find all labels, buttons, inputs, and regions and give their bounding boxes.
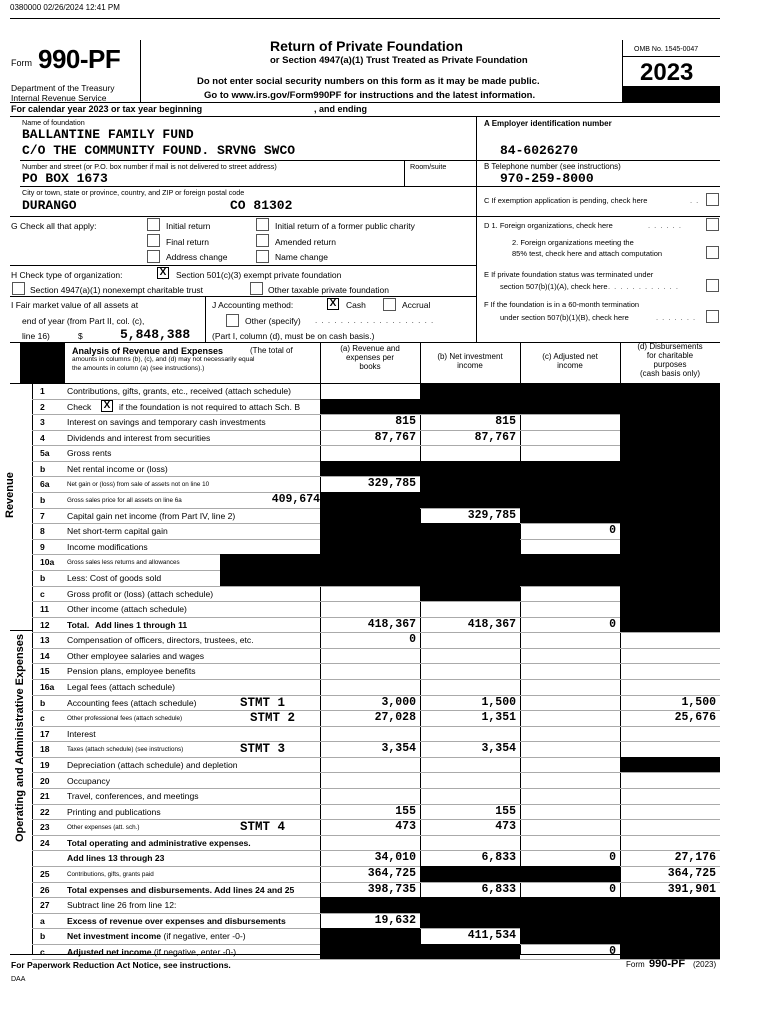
line-number: 3 <box>40 417 45 428</box>
table-row <box>0 695 720 711</box>
table-row <box>0 850 720 866</box>
line-number: 4 <box>40 432 45 443</box>
form-title: Return of Private Foundation <box>270 38 463 54</box>
4947-checkbox[interactable] <box>12 282 25 295</box>
4947-label: Section 4947(a)(1) nonexempt charitable trust <box>30 285 203 295</box>
footer-form-word: Form <box>626 960 645 969</box>
line-label: Add lines 1 through 11 <box>95 619 188 630</box>
line-label: Occupancy <box>67 775 110 786</box>
col-b-value[interactable]: 3,354 <box>481 742 516 756</box>
line-label: Dividends and interest from securities <box>67 432 211 443</box>
line-label: Other expenses (att. sch.) <box>67 824 140 832</box>
name-change-label: Name change <box>275 252 328 262</box>
form-word: Form <box>11 58 32 68</box>
table-row <box>0 445 720 461</box>
line-number: 14 <box>40 650 50 661</box>
col-c-value[interactable]: 0 <box>609 617 616 631</box>
shaded-cell <box>420 539 520 555</box>
gross-sales-inline[interactable]: 409,674 <box>271 493 320 507</box>
city-value[interactable]: DURANGO <box>22 198 77 213</box>
accrual-label: Accrual <box>402 300 431 310</box>
statement-ref[interactable]: STMT 2 <box>250 711 296 726</box>
line-number: 7 <box>40 510 45 521</box>
line-number: 25 <box>40 868 50 879</box>
shaded-cell <box>320 399 420 415</box>
col-b-value[interactable]: 155 <box>495 804 516 818</box>
line-number: 10a <box>40 557 55 568</box>
line-label: Printing and publications <box>67 806 161 817</box>
line-label: Interest on savings and temporary cash investments <box>67 417 266 428</box>
col-d-value[interactable]: 391,901 <box>667 882 716 896</box>
cash-basis-note: (Part I, column (d), must be on cash basis.) <box>212 331 375 341</box>
address-change-checkbox[interactable] <box>147 250 160 263</box>
line-number: 19 <box>40 759 50 770</box>
line-label: Adjusted net income (if negative, enter -0-) <box>67 946 237 957</box>
h-label: H Check type of organization: <box>11 270 123 280</box>
col-b-value[interactable]: 329,785 <box>467 508 516 522</box>
other-method-label: Other (specify) <box>245 316 301 326</box>
line-label: Excess of revenue over expenses and disbursements <box>67 915 286 926</box>
col-a-value[interactable]: 473 <box>395 820 416 834</box>
line-label: Net investment income (if negative, enter -0-) <box>67 931 246 942</box>
line-label-suffix: (if negative, enter -0-) <box>151 946 237 957</box>
line-label: Net short-term capital gain <box>67 526 168 537</box>
year-bar <box>622 86 720 102</box>
shaded-cell <box>320 461 420 477</box>
shaded-cell <box>320 508 420 524</box>
shaded-cell <box>420 383 520 414</box>
tax-year: 2023 <box>640 59 694 86</box>
shaded-cell <box>520 913 620 929</box>
table-row <box>0 586 720 602</box>
expenses-side-label: Operating and Administrative Expenses <box>14 633 26 842</box>
line-label: Taxes (attach schedule) (see instructions) <box>67 746 184 754</box>
shaded-cell <box>520 508 620 524</box>
line-label: Gross sales less returns and allowances <box>67 559 180 567</box>
line-number: c <box>40 946 45 957</box>
shaded-cell <box>420 492 520 508</box>
phone-label: B Telephone number (see instructions) <box>484 162 621 171</box>
shaded-cell <box>520 928 620 944</box>
name-label: Name of foundation <box>22 118 85 127</box>
col-d-value[interactable]: 25,676 <box>674 711 716 725</box>
col-a-value[interactable]: 34,010 <box>374 851 416 865</box>
line-label: Contributions, gifts, grants paid <box>67 870 154 878</box>
foreign-85-label-1: 2. Foreign organizations meeting the <box>512 238 634 247</box>
initial-return-checkbox[interactable] <box>147 218 160 231</box>
line-number: b <box>40 495 46 506</box>
line-number: 13 <box>40 635 50 646</box>
line-label-suffix: (if negative, enter -0-) <box>161 931 246 942</box>
col-a-value[interactable]: 0 <box>409 633 416 647</box>
col-b-value[interactable]: 6,833 <box>481 851 516 865</box>
table-row <box>0 819 720 835</box>
501c3-checkbox[interactable]: X <box>157 267 169 279</box>
line-number: 18 <box>40 744 50 755</box>
form-number: 990-PF <box>38 44 121 74</box>
col-a-value[interactable]: 418,367 <box>367 617 416 631</box>
other-taxable-label: Other taxable private foundation <box>268 285 389 295</box>
fmv-label-3: line 16) <box>22 331 50 341</box>
dept-treasury: Department of the Treasury <box>11 83 115 93</box>
line-label: Less: Cost of goods sold <box>67 572 162 583</box>
col-a-value[interactable]: 398,735 <box>367 882 416 896</box>
statement-ref[interactable]: STMT 1 <box>240 695 286 710</box>
line-label: Subtract line 26 from line 12: <box>67 900 177 911</box>
form-subtitle: or Section 4947(a)(1) Trust Treated as Private Foundation <box>270 55 528 66</box>
line-label: Income modifications <box>67 541 148 552</box>
col-d-value[interactable]: 27,176 <box>674 851 716 865</box>
shaded-cell <box>520 866 620 882</box>
terminated-checkbox[interactable] <box>706 279 719 292</box>
col-d-header: (d) Disbursements for charitable purposes (cash basis only) <box>637 342 703 378</box>
line-number: c <box>40 713 45 724</box>
line-label: Gross rents <box>67 448 112 459</box>
statement-ref[interactable]: STMT 4 <box>240 820 286 835</box>
table-row <box>0 601 720 617</box>
final-return-checkbox[interactable] <box>147 234 160 247</box>
line-label: Legal fees (attach schedule) <box>67 682 175 693</box>
col-c-value[interactable]: 0 <box>609 851 616 865</box>
other-taxable-checkbox[interactable] <box>250 282 263 295</box>
col-a-value[interactable]: 815 <box>395 415 416 429</box>
shaded-cell <box>420 866 520 882</box>
line-label: Other professional fees (attach schedule) <box>67 715 183 723</box>
accounting-method-label: J Accounting method: <box>212 300 294 310</box>
line-number: 27 <box>40 900 50 911</box>
address-change-label: Address change <box>166 252 228 262</box>
60month-label-2: under section 507(b)(1)(B), check here <box>500 313 629 322</box>
street-value[interactable]: PO BOX 1673 <box>22 171 108 186</box>
col-a-value[interactable]: 87,767 <box>374 430 416 444</box>
foundation-name-1[interactable]: BALLANTINE FAMILY FUND <box>22 127 194 142</box>
line-number: 6a <box>40 479 50 490</box>
col-c-header: (c) Adjusted net income <box>542 352 598 370</box>
line-label: Pension plans, employee benefits <box>67 666 196 677</box>
room-suite-label: Room/suite <box>410 162 447 171</box>
line-number: 11 <box>40 604 50 615</box>
shaded-cell <box>420 897 520 913</box>
line-label: Total expenses and disbursements. Add lines 24 and 25 <box>67 884 295 895</box>
col-a-value[interactable]: 3,000 <box>381 695 416 709</box>
col-b-value[interactable]: 1,351 <box>481 711 516 725</box>
shaded-cell <box>520 476 620 492</box>
shaded-cell <box>620 383 720 632</box>
accrual-checkbox[interactable] <box>383 298 396 311</box>
street-label: Number and street (or P.O. box number if mail is not delivered to street address) <box>22 162 277 171</box>
fmv-value[interactable]: 5,848,388 <box>120 327 191 342</box>
line-label: Depreciation (attach schedule) and depletion <box>67 759 238 770</box>
line-number: a <box>40 915 45 926</box>
col-d-value[interactable]: 1,500 <box>681 695 716 709</box>
line-number: 1 <box>40 386 45 396</box>
table-row <box>0 430 720 446</box>
daa-label: DAA <box>11 976 26 983</box>
initial-return-label: Initial return <box>166 221 211 231</box>
table-row <box>0 414 720 430</box>
instructions-link[interactable]: Go to www.irs.gov/Form990PF for instructions and the latest information. <box>204 90 536 101</box>
foreign-85-checkbox[interactable] <box>706 246 719 259</box>
fmv-label-1: I Fair market value of all assets at <box>11 300 139 310</box>
col-d-value[interactable]: 364,725 <box>667 866 716 880</box>
print-stamp: 0380000 02/26/2024 12:41 PM <box>10 3 120 12</box>
col-b-value[interactable]: 1,500 <box>481 695 516 709</box>
table-row <box>0 632 720 648</box>
table-row <box>0 757 720 773</box>
terminated-label-2: section 507(b)(1)(A), check here <box>500 282 608 291</box>
ein-value[interactable]: 84-6026270 <box>500 143 579 158</box>
col-b-value[interactable]: 418,367 <box>467 617 516 631</box>
foreign-85-label-2: 85% test, check here and attach computation <box>512 249 663 258</box>
phone-value[interactable]: 970-259-8000 <box>500 171 594 186</box>
line-label: Accounting fees (attach schedule) <box>67 697 197 708</box>
revenue-side-label: Revenue <box>4 472 16 518</box>
shaded-cell <box>320 492 420 508</box>
shaded-cell <box>320 523 420 539</box>
line-number: 22 <box>40 806 50 817</box>
shaded-cell <box>420 461 520 477</box>
line-label: Add lines 13 through 23 <box>67 853 165 864</box>
other-method-checkbox[interactable] <box>226 314 239 327</box>
footer-form-number: 990-PF <box>649 958 686 970</box>
line-number: b <box>40 572 46 583</box>
part-i-desc-1: (The total of <box>250 346 293 355</box>
line-label: Net rental income or (loss) <box>67 463 168 474</box>
table-row <box>0 773 720 789</box>
line-prefix: Check <box>67 401 92 412</box>
shaded-cell <box>420 476 520 492</box>
shaded-cell <box>520 492 620 508</box>
statement-ref[interactable]: STMT 3 <box>240 742 286 757</box>
foreign-org-checkbox[interactable] <box>706 218 719 231</box>
shaded-cell <box>320 928 420 944</box>
fmv-label-2: end of year (from Part II, col. (c), <box>22 316 145 326</box>
state-zip-value[interactable]: CO 81302 <box>230 198 293 213</box>
table-row <box>0 882 720 898</box>
shaded-cell <box>420 523 520 539</box>
ending-label: , and ending <box>314 104 367 114</box>
shaded-cell <box>320 944 420 960</box>
line-number: 16a <box>40 682 55 693</box>
line-number: 17 <box>40 728 50 739</box>
col-b-value[interactable]: 87,767 <box>474 430 516 444</box>
table-row <box>0 726 720 742</box>
col-b-value[interactable]: 6,833 <box>481 882 516 896</box>
shaded-cell <box>620 757 720 773</box>
60month-checkbox[interactable] <box>706 310 719 323</box>
shaded-cell <box>520 383 620 414</box>
line-number: 23 <box>40 822 50 833</box>
foreign-org-label: D 1. Foreign organizations, check here <box>484 221 613 230</box>
line-label: Gross sales price for all assets on line 6a <box>67 497 182 505</box>
part-i-desc-2: amounts in columns (b), (c), and (d) may not necessarily equal <box>72 356 255 363</box>
line-label: Total operating and administrative expenses. <box>67 837 251 848</box>
line-label: Net gain or (loss) from sale of assets not on line 10 <box>67 481 210 489</box>
part-i-title: Analysis of Revenue and Expenses <box>72 346 224 356</box>
line-number: 2 <box>40 401 45 412</box>
line-number: 26 <box>40 884 50 895</box>
sch-b-checkbox[interactable]: X <box>101 400 113 412</box>
exemption-pending-label: C If exemption application is pending, check here <box>484 196 648 205</box>
line-number: c <box>40 588 45 599</box>
col-b-value[interactable]: 411,534 <box>467 929 516 943</box>
irs-label: Internal Revenue Service <box>11 93 107 103</box>
line-number: 5a <box>40 448 50 459</box>
col-b-header: (b) Net investment income <box>437 352 503 370</box>
line-number: b <box>40 463 46 474</box>
table-row <box>0 788 720 804</box>
line-number: 15 <box>40 666 50 677</box>
footer-year: (2023) <box>693 960 717 969</box>
line-label: Contributions, gifts, grants, etc., received (attach schedule) <box>67 386 292 396</box>
line-number: 20 <box>40 775 50 786</box>
cash-checkbox[interactable]: X <box>327 298 339 310</box>
table-row <box>0 663 720 679</box>
shaded-cell <box>520 461 620 477</box>
line-number: b <box>40 697 46 708</box>
part-i-tab <box>20 343 65 383</box>
final-return-label: Final return <box>166 237 209 247</box>
shaded-cell <box>420 586 520 602</box>
ssn-warning: Do not enter social security numbers on this form as it may be made public. <box>197 76 540 87</box>
col-c-value[interactable]: 0 <box>609 882 616 896</box>
col-a-value[interactable]: 155 <box>395 804 416 818</box>
col-a-value[interactable]: 329,785 <box>367 477 416 491</box>
table-row <box>0 804 720 820</box>
line-label: Travel, conferences, and meetings <box>67 791 199 802</box>
cash-label: Cash <box>346 300 366 310</box>
shaded-cell <box>520 897 620 913</box>
line-label: if the foundation is not required to attach Sch. B <box>119 401 301 412</box>
calendar-year-label: For calendar year 2023 or tax year beginning <box>11 104 203 114</box>
line-label: Capital gain net income (from Part IV, line 2) <box>67 510 236 521</box>
table-row <box>0 741 720 757</box>
shaded-cell <box>220 554 620 585</box>
line-number: 21 <box>40 791 50 802</box>
col-a-header: (a) Revenue and expenses per books <box>340 344 400 371</box>
line-label: Compensation of officers, directors, trustees, etc. <box>67 635 254 646</box>
line-label: Gross profit or (loss) (attach schedule) <box>67 588 214 599</box>
line-number: 12 <box>40 619 50 630</box>
shaded-cell <box>420 944 520 960</box>
table-row <box>0 679 720 695</box>
line-label: Other income (attach schedule) <box>67 604 187 615</box>
col-a-value[interactable]: 19,632 <box>374 913 416 927</box>
line-number: 24 <box>40 837 50 848</box>
terminated-label-1: E If private foundation status was terminated under <box>484 270 654 279</box>
col-a-value[interactable]: 27,028 <box>374 711 416 725</box>
amended-return-checkbox[interactable] <box>256 234 269 247</box>
exemption-pending-checkbox[interactable] <box>706 193 719 206</box>
line-number: 9 <box>40 541 45 552</box>
ein-label: A Employer identification number <box>484 119 612 128</box>
table-row <box>0 648 720 664</box>
501c3-label: Section 501(c)(3) exempt private foundation <box>176 270 342 280</box>
amended-return-label: Amended return <box>275 237 336 247</box>
line-number: b <box>40 931 46 942</box>
g-label: G Check all that apply: <box>11 221 97 231</box>
col-b-value[interactable]: 815 <box>495 415 516 429</box>
col-c-value[interactable]: 0 <box>609 524 616 538</box>
foundation-name-2[interactable]: C/O THE COMMUNITY FOUND. SRVNG SWCO <box>22 143 296 158</box>
table-row <box>0 835 720 851</box>
table-row <box>0 617 720 633</box>
col-a-value[interactable]: 3,354 <box>381 742 416 756</box>
shaded-cell <box>620 897 720 959</box>
part-i-desc-3: the amounts in column (a) (see instructions).) <box>72 365 205 372</box>
omb-number: OMB No. 1545-0047 <box>634 46 699 53</box>
line-label: Interest <box>67 728 96 739</box>
shaded-cell <box>320 897 420 913</box>
initial-return-former-checkbox[interactable] <box>256 218 269 231</box>
fmv-dollar: $ <box>78 331 83 341</box>
shaded-cell <box>320 539 420 555</box>
name-change-checkbox[interactable] <box>256 250 269 263</box>
initial-return-former-label: Initial return of a former public charity <box>275 221 415 231</box>
city-label: City or town, state or province, country, and ZIP or foreign postal code <box>22 188 245 197</box>
line-label: Other employee salaries and wages <box>67 650 205 661</box>
table-row <box>0 710 720 726</box>
pra-notice: For Paperwork Reduction Act Notice, see instructions. <box>11 960 231 970</box>
line-number: 8 <box>40 526 45 537</box>
60month-label-1: F If the foundation is in a 60-month termination <box>484 300 640 309</box>
col-a-value[interactable]: 364,725 <box>367 866 416 880</box>
col-c-value[interactable]: 0 <box>609 944 616 958</box>
shaded-cell <box>420 913 520 929</box>
col-b-value[interactable]: 473 <box>495 820 516 834</box>
line-prefix: Total. <box>67 619 90 630</box>
